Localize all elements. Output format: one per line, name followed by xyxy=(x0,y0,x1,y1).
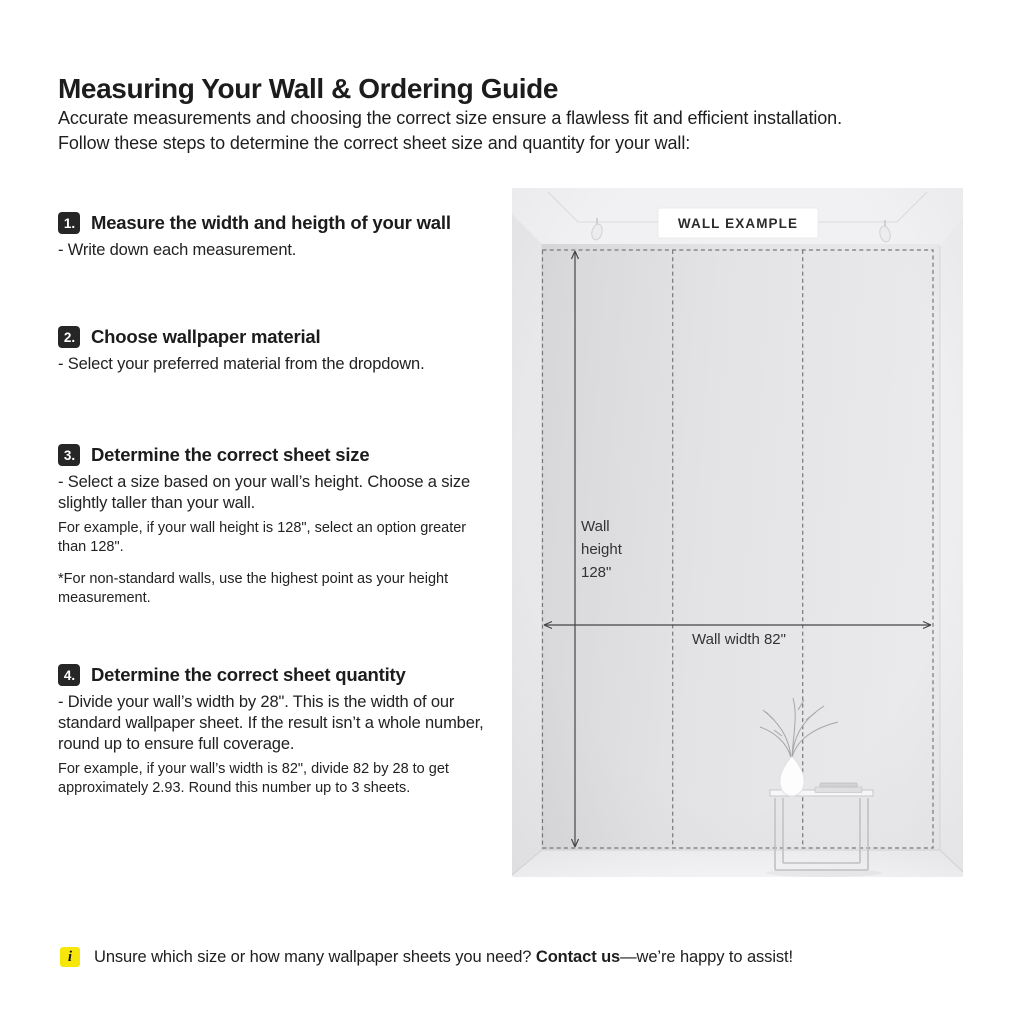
vignette-overlay xyxy=(512,188,963,877)
step-4-number-badge: 4. xyxy=(58,664,80,686)
step-2-header xyxy=(58,326,508,348)
intro-line-2: Follow these steps to determine the correct sheet size and quantity for your wall: xyxy=(58,133,691,153)
footer-text-before: Unsure which size or how many wallpaper sheets you need? xyxy=(94,948,536,966)
step-1-heading: Measure the width and heigth of your wall xyxy=(91,212,451,233)
contact-us-link[interactable]: Contact us xyxy=(535,948,621,966)
step-2-body: - Select your preferred material from the dropdown. xyxy=(58,355,425,373)
footer-help-note xyxy=(60,946,793,968)
step-3-example: For example, if your wall height is 128", select an option greater than 128". xyxy=(58,520,467,555)
room-illustration xyxy=(512,188,963,877)
wall-example-image xyxy=(512,188,963,877)
step-1-number-badge: 1. xyxy=(58,212,80,234)
step-3-number-badge: 3. xyxy=(58,444,80,466)
step-3-heading: Determine the correct sheet size xyxy=(91,444,370,465)
step-4-heading: Determine the correct sheet quantity xyxy=(91,664,406,685)
step-4-body: - Divide your wall’s width by 28". This is the width of our standard wallpaper sheet. If the result isn’t a whole number, round up to ensure full coverage. xyxy=(58,693,484,753)
step-4-example: For example, if your wall’s width is 82", divide 82 by 28 to get approximately 2.93. Round this number up to 3 sheets. xyxy=(58,761,449,796)
step-4-sheet-quantity xyxy=(58,664,510,798)
step-1-measure-wall xyxy=(58,212,508,261)
step-2-number-badge: 2. xyxy=(58,326,80,348)
info-icon: i xyxy=(60,947,80,967)
step-3-sheet-size xyxy=(58,444,494,608)
step-1-header xyxy=(58,212,508,234)
wall-example-badge xyxy=(658,208,818,238)
step-1-body: - Write down each measurement. xyxy=(58,241,297,259)
footer-text-after: —we’re happy to assist! xyxy=(620,948,794,966)
step-2-heading: Choose wallpaper material xyxy=(91,326,321,347)
intro-line-1: Accurate measurements and choosing the correct size ensure a flawless fit and efficient installation. xyxy=(58,108,842,128)
step-3-body: - Select a size based on your wall’s height. Choose a size slightly taller than your wall. xyxy=(58,473,470,512)
step-3-header xyxy=(58,444,494,466)
intro-paragraph xyxy=(58,106,842,156)
page-title: Measuring Your Wall & Ordering Guide xyxy=(58,72,559,104)
step-2-choose-material xyxy=(58,326,508,375)
svg-text:WALL EXAMPLE: WALL EXAMPLE xyxy=(677,216,799,231)
step-3-footnote: *For non-standard walls, use the highest point as your height measurement. xyxy=(58,571,449,606)
step-4-header xyxy=(58,664,510,686)
footer-text xyxy=(94,946,793,968)
